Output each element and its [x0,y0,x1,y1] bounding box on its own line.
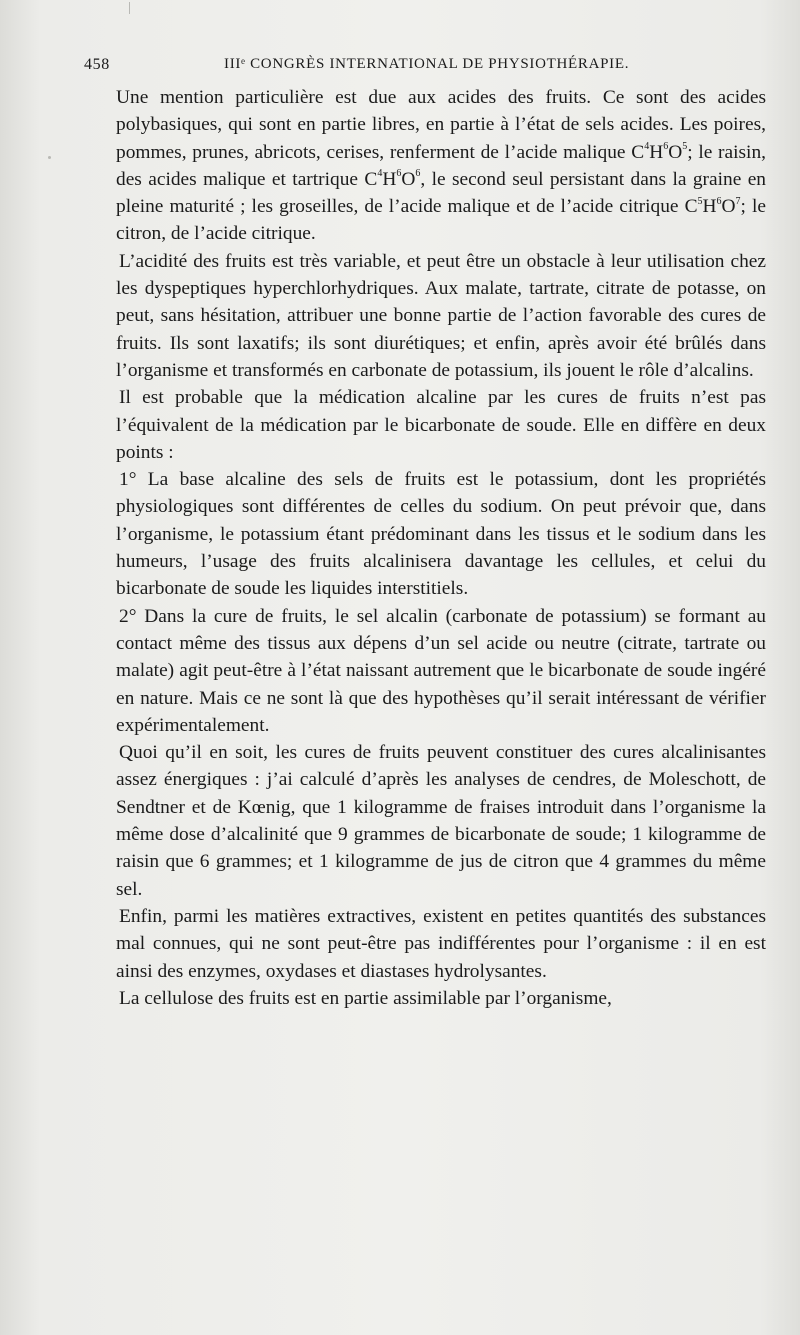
paragraph-acidity: L’acidité des fruits est très variable, et peut être un obstacle à leur utilisation chez les dyspeptiques hyperchlorhydriques. Aux malate, tartrate, citrate de potasse, on peut, sans hésitation, attribuer une bonne partie de l’action favorable des cures de fruits. Ils sont laxatifs; ils sont diurétiques; et enfin, après avoir été brûlés dans l’organisme et transformés en carbonate de potassium, ils jouent le rôle d’alcalins. [116,250,766,381]
page-number: 458 [84,56,110,73]
body-text [116,84,766,1012]
paragraph-point-two: 2° Dans la cure de fruits, le sel alcalin (carbonate de potassium) se formant au contact même des tissus aux dépens d’un sel acide ou neutre (citrate, tartrate ou malate) agit peut-être à l’état naissant autrement que le bicarbonate de soude ingéré en nature. Mais ce ne sont là que des hypothèses qu’il serait intéressant de vérifier expérimentalement. [116,605,766,736]
paragraph-extractive-matter: Enfin, parmi les matières extractives, existent en petites quantités des substances mal connues, qui ne sont peut-être pas indifférentes pour l’organisme : il en est ainsi des enzymes, oxydases et diastases hydrolysantes. [116,905,766,982]
margin-mark [48,156,51,159]
running-head [84,56,774,78]
paragraph-alkaline-medication: Il est probable que la médication alcaline par les cures de fruits n’est pas l’équivalent de la médication par le bicarbonate de soude. Elle en diffère en deux points : [116,387,766,463]
paragraph-cellulose: La cellulose des fruits est en partie assimilable par l’organisme, [119,987,612,1009]
paragraph-fruit-acids: Une mention particulière est due aux acides des fruits. Ce sont des acides polybasiques, qui sont en partie libres, en partie à l’état de sels acides. Les poires, pommes, prunes, abricots, cerises, renferment de l’acide malique $C^4H^6O^5$; le raisin, des acides malique et tartrique $C^4H^6O^6$, le second seul persistant dans la graine en pleine maturité ; les groseilles, de l’acide malique et de l’acide citrique $C^5H^6O^7$; le citron, de l’acide citrique. [116,87,767,245]
running-title: IIIᵉ CONGRÈS INTERNATIONAL DE PHYSIOTHÉRAPIE. [224,56,630,72]
margin-mark [129,2,130,14]
paragraph-alkalinizing-cures: Quoi qu’il en soit, les cures de fruits peuvent constituer des cures alcalinisantes assez énergiques : j’ai calculé d’après les analyses de cendres, de Moleschott, de Sendtner et de Kœnig, que 1 kilogramme de fraises introduit dans l’organisme la même dose d’alcalinité que 9 grammes de bicarbonate de soude; 1 kilogramme de raisin que 6 grammes; et 1 kilogramme de jus de citron que 4 grammes du même sel. [116,742,766,900]
paragraph-point-one: 1° La base alcaline des sels de fruits est le potassium, dont les propriétés physiologiques sont différentes de celles du sodium. On peut prévoir que, dans l’organisme, le potassium étant prédominant dans les tissus et le sodium dans les humeurs, l’usage des fruits alcalinisera davantage les cellules, et celui du bicarbonate de soude les liquides interstitiels. [116,469,766,600]
